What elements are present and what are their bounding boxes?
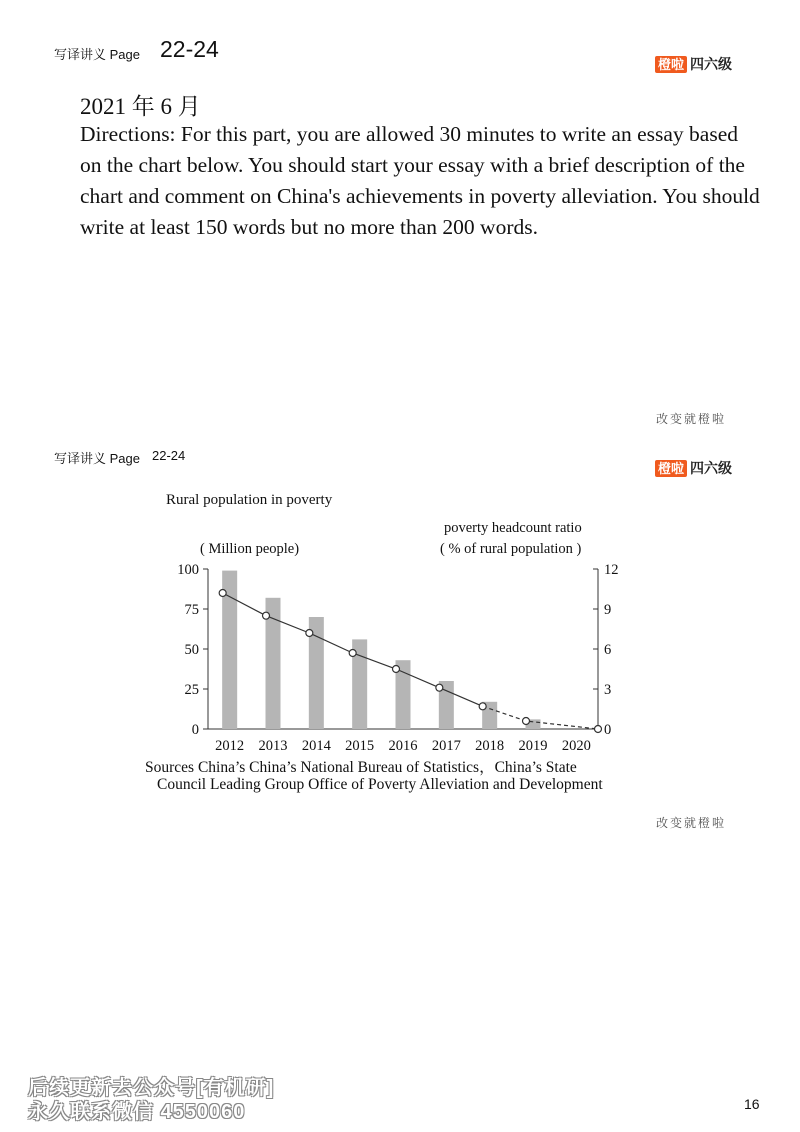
left-tick-label: 100 <box>177 562 199 578</box>
header-label: 写译讲义 Page <box>54 47 140 62</box>
ratio-point <box>393 666 400 673</box>
header-page-range-2: 22-24 <box>152 448 186 463</box>
left-tick-label: 25 <box>184 682 199 698</box>
footer-slogan: 改变就橙啦 <box>656 412 727 426</box>
brand-logo-2 <box>655 458 732 478</box>
x-tick-label: 2012 <box>215 738 245 754</box>
right-tick-label: 9 <box>604 602 612 618</box>
brand-text: 四六级 <box>690 56 733 72</box>
x-tick-label: 2016 <box>388 738 418 754</box>
watermark <box>28 1076 274 1124</box>
watermark-line2: 永久联系微信 4550060 <box>28 1101 246 1123</box>
right-tick-label: 0 <box>604 722 612 738</box>
chart-sources-line2: Council Leading Group Office of Poverty Alleviation and Development <box>157 776 603 793</box>
ratio-point <box>306 630 313 637</box>
x-tick-label: 2020 <box>561 738 591 754</box>
right-axis-label-line2: ( % of rural population ) <box>440 541 582 557</box>
page-top <box>0 0 800 440</box>
chart-title: Rural population in poverty <box>166 492 333 508</box>
header-page-range: 22-24 <box>160 36 219 62</box>
right-tick-label: 12 <box>604 562 619 578</box>
x-tick-label: 2015 <box>345 738 375 754</box>
x-tick-label: 2013 <box>258 738 288 754</box>
brand-box-2: 橙啦 <box>655 460 687 477</box>
right-tick-label: 3 <box>604 682 612 698</box>
ratio-point <box>436 684 443 691</box>
x-tick-label: 2019 <box>518 738 548 754</box>
chart-bars <box>222 571 540 729</box>
brand-logo <box>655 54 732 74</box>
x-tick-label: 2014 <box>301 738 331 754</box>
left-axis-label: ( Million people) <box>200 541 300 557</box>
ratio-point <box>523 718 530 725</box>
page-bottom <box>0 440 800 1132</box>
header-label-2: 写译讲义 Page <box>54 451 140 466</box>
brand-text-2: 四六级 <box>690 460 733 476</box>
right-axis-label-line1: poverty headcount ratio <box>444 520 582 536</box>
ratio-point <box>479 703 486 710</box>
left-tick-label: 75 <box>184 602 199 618</box>
ratio-point <box>349 650 356 657</box>
brand-box: 橙啦 <box>655 56 687 73</box>
directions-text: Directions: For this part, you are allowed 30 minutes to write an essay based on the chart below. You should start your essay with a brief description of the chart and comment on China's achievements in poverty alleviation. You should write at least 150 words but no more than 200 words. <box>80 122 760 239</box>
left-tick-label: 50 <box>184 642 199 658</box>
x-tick-label: 2018 <box>475 738 505 754</box>
exam-date: 2021 年 6 月 <box>80 94 201 119</box>
footer-slogan-2: 改变就橙啦 <box>656 816 727 830</box>
ratio-point <box>595 726 602 733</box>
watermark-line1: 后续更新去公众号[有机研] <box>28 1077 275 1099</box>
ratio-point <box>219 590 226 597</box>
right-tick-label: 6 <box>604 642 612 658</box>
ratio-point <box>263 612 270 619</box>
chart-sources-line1: Sources China’s China’s National Bureau of Statistics，China’s State <box>145 759 577 776</box>
left-tick-label: 0 <box>191 722 199 738</box>
x-tick-label: 2017 <box>431 738 461 754</box>
page-number: 16 <box>744 1096 760 1112</box>
